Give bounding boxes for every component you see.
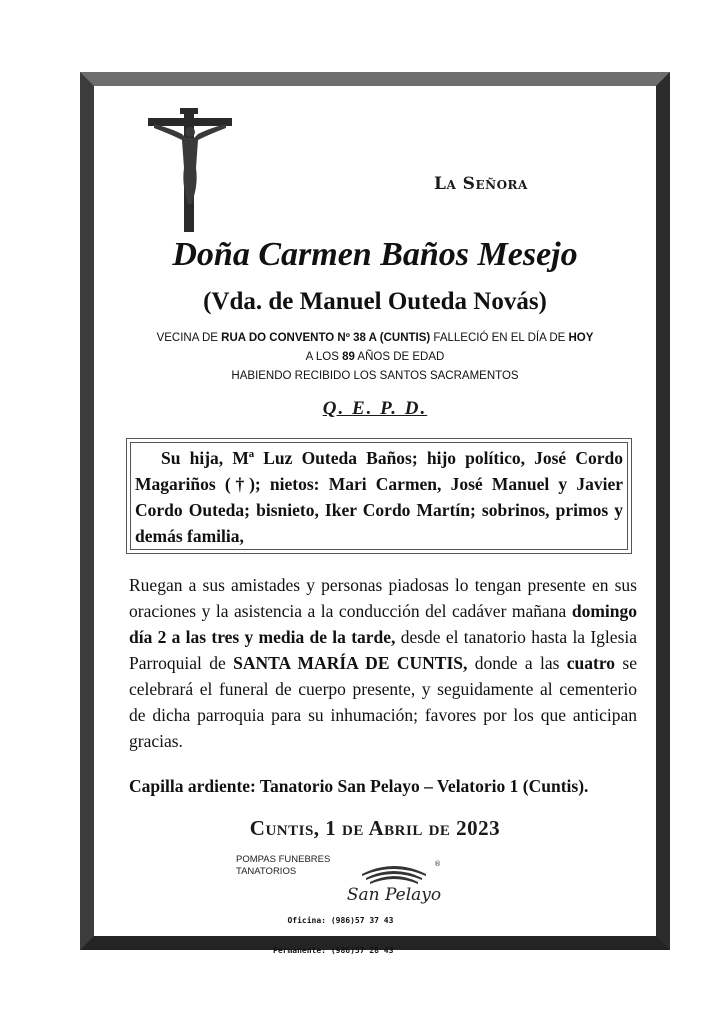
permanent-phone-row: [264, 946, 393, 956]
office-label: Oficina:: [287, 916, 326, 925]
request-hour: cuatro: [566, 653, 616, 673]
mourning-frame: [80, 72, 670, 955]
widow-of: (Vda. de Manuel Outeda Novás): [203, 288, 547, 315]
request-church: SANTA MARÍA DE CUNTIS,: [233, 653, 468, 673]
office-phone: (986)57 37 43: [330, 916, 394, 925]
info-text: FALLECIÓ EN EL DÍA DE: [430, 332, 569, 344]
permanent-phone: (986)57 28 43: [330, 946, 394, 955]
request-paragraph: [129, 572, 637, 754]
funeral-home-label: [236, 854, 330, 878]
notice-date: Cuntis, 1 de Abril de 2023: [249, 816, 501, 840]
funeral-home-line-1: POMPAS FUNEBRES: [236, 854, 331, 865]
request-text: se celebrará el funeral de cuerpo presente, y seguidamente al cementerio de dicha parroquia para su inhumación; favores por los que anticipan gracias.: [129, 653, 637, 751]
qepd: Q. E. P. D.: [322, 398, 428, 419]
title-la-senora: La Señora: [434, 174, 528, 194]
info-day: HOY: [568, 332, 594, 344]
logo-text: San Pelayo: [346, 885, 442, 905]
chapel-info: Capilla ardiente: Tanatorio San Pelayo – Velatorio 1 (Cuntis).: [129, 776, 589, 796]
residence-info: [94, 329, 656, 386]
notice-content: [94, 86, 656, 955]
family-text: Su hija, Mª Luz Outeda Baños; hijo político, José Cordo Magariños (†); nietos: Mari Carmen, José Manuel y Javier Cordo Outeda; bisnieto, Iker Cordo Martín; sobrinos, primos y demás familia,: [130, 442, 628, 550]
info-line-2: [94, 348, 656, 367]
crucifix-icon: [148, 108, 232, 232]
info-age: 89: [342, 351, 355, 363]
request-time: domingo día 2 a las tres y media de la tarde,: [129, 601, 637, 647]
request-text: desde el tanatorio hasta la Iglesia Parroquial de: [129, 627, 638, 673]
info-text: A LOS: [305, 351, 343, 363]
permanent-label: Permanente:: [273, 946, 326, 955]
phone-numbers: [264, 896, 393, 976]
family-box: [126, 438, 632, 554]
info-address: RUA DO CONVENTO Nº 38 A (CUNTIS): [221, 332, 431, 344]
info-text: VECINA DE: [156, 332, 222, 344]
office-phone-row: [264, 916, 393, 926]
registered-mark: ®: [434, 860, 441, 868]
info-text: AÑOS DE EDAD: [354, 351, 445, 363]
deceased-name: Doña Carmen Baños Mesejo: [172, 236, 578, 273]
funeral-home-line-2: TANATORIOS: [236, 866, 297, 877]
info-line-3: HABIENDO RECIBIDO LOS SANTOS SACRAMENTOS: [231, 370, 519, 382]
request-text: donde a las: [467, 653, 567, 673]
info-line-1: [94, 329, 656, 348]
request-text: Ruegan a sus amistades y personas piadosas lo tengan presente en sus oraciones y la asistencia a la conducción del cadáver mañana: [129, 575, 637, 621]
